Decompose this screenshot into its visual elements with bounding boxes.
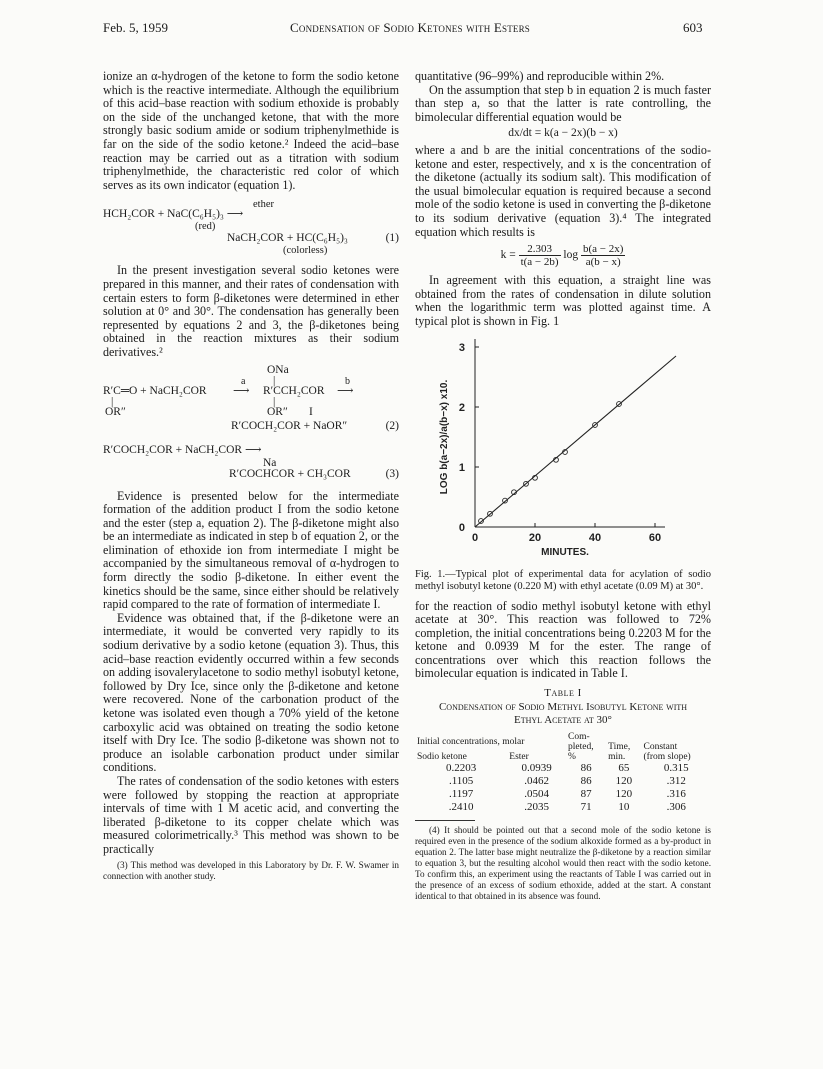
figure-1-chart: [415, 335, 711, 565]
differential-equation: dx/dt = k(a − 2x)(b − x): [508, 127, 618, 140]
right-paragraph-2: On the assumption that step b in equation 2 is much faster than step a, so that the latter is rate controlling, the bimolecular differential equation would be: [415, 82, 711, 124]
th-time: Time, min.: [608, 741, 631, 762]
x-tick-label: 0: [471, 531, 479, 544]
eq2-step-a: a: [241, 375, 246, 387]
left-paragraph-1: ionize an α-hydrogen of the ketone to form the sodio ketone which is the reactive intermediate. Although the equilibrium of this acid–base reaction with sodium ethoxide is probably on the side of the unchanged ketone, that with the more strongly basic sodium amide or sodium triphenylmethide is far on the side of the sodio ketone.² Indeed the acid–base reaction may be carried out as a titration with sodium triphenylmethide, the characteristic red color of which serves as its own indicator (equation 1).: [103, 69, 399, 192]
footnote-4: (4) It should be pointed out that a second mole of the sodio ketone is required even in the presence of the sodium alkoxide formed as a by-product in equation 2. The latter base might neutralize the β-diketone by a reaction similar to equation 3, but the resulting alcohol would then react with the sodio ketone. To confirm this, an experiment using the reactants of Table I was carried out in the presence of an excess of sodium ethoxide, added at the start. A constant identical to that obtained in its absence was found.: [415, 824, 711, 901]
table-title-line-1: Condensation of Sodio Methyl Isobutyl Ketone with: [438, 700, 688, 713]
figure-1-caption: Fig. 1.—Typical plot of experimental data for acylation of sodio methyl isobutyl ketone (0.220 M) with ethyl acetate (0.09 M) at 30°.: [415, 568, 711, 592]
th-initial-concentrations: Initial concentrations, molar: [417, 736, 525, 747]
eqk-fraction-2: [581, 243, 625, 268]
eq3-line1: R′COCH₂COR + NaCH₂COR ⟶: [103, 443, 262, 456]
table-cell: 87: [580, 787, 592, 800]
table-cell: 10: [618, 800, 630, 813]
y-tick-label: 1: [458, 461, 465, 474]
eq2-or-left: OR″: [105, 405, 126, 418]
right-paragraph-4: In agreement with this equation, a straight line was obtained from the rates of condensation in dilute solution when the logarithmic term was plotted against time. A typical plot is shown in Fig. 1: [415, 273, 711, 328]
table-cell: 0.0939: [521, 761, 552, 774]
equation-3: [103, 444, 399, 486]
table-row: [415, 762, 711, 775]
eqk-k: k =: [500, 249, 516, 262]
eq3-number: (3): [385, 467, 399, 480]
table-label: Table I: [544, 687, 582, 700]
eq2-mid: R′CCH₂COR: [263, 384, 325, 397]
table-cell: .0462: [524, 774, 550, 787]
table-cell: 86: [580, 774, 592, 787]
th-constant: Constant (from slope): [643, 741, 691, 762]
eqk-log: log: [563, 249, 579, 262]
eq1-number: (1): [385, 232, 399, 245]
x-axis-label: MINUTES.: [541, 546, 589, 558]
running-header: [0, 10, 823, 35]
equation-1: [103, 198, 399, 256]
table-cell: .316: [666, 787, 686, 800]
eq2-roman-i: I: [309, 405, 313, 418]
eq1-red: (red): [195, 221, 216, 233]
eq3-line2: R′COCHCOR + CH₃COR: [229, 467, 351, 480]
right-column: [415, 70, 711, 902]
table-cell: 86: [580, 761, 592, 774]
page-number: 603: [683, 20, 703, 35]
table-row: [415, 801, 711, 814]
integrated-equation: [415, 243, 711, 268]
table-1: [415, 732, 711, 814]
eq2-step-b: b: [345, 375, 350, 387]
eq1-reactants: HCH₂COR + NaC(C₆H₅)₃ ⟶: [103, 208, 244, 221]
eq3-na: Na: [263, 456, 277, 469]
table-cell: .2410: [448, 800, 474, 813]
figure-1: [415, 335, 711, 565]
eq2-bar-mid: |: [273, 395, 276, 408]
eq2-line3: R′COCH₂COR + NaOR″: [231, 419, 348, 432]
eq1-colorless: (colorless): [283, 245, 328, 257]
th-ester: Ester: [509, 751, 529, 762]
eqk-num1: 2.303: [519, 243, 561, 256]
eq2-number: (2): [385, 419, 399, 432]
table-cell: .306: [666, 800, 686, 813]
eqk-fraction-1: [519, 243, 561, 268]
y-tick-label: 2: [458, 401, 465, 414]
left-paragraph-2: In the present investigation several sodio ketones were prepared in this manner, and their rates of condensation with certain esters to form β-diketones were determined in ether solution at 0° and 30°. The condensation has generally been represented by equations 2 and 3, the β-diketones being obtained in the reaction mixtures as their sodium derivatives.²: [103, 263, 399, 359]
left-paragraph-5: The rates of condensation of the sodio ketones with esters were followed by stopping the reaction at appropriate intervals of time with 1 M acetic acid, and converting the liberated β-diketone to its copper chelate which was measured colorimetrically.³ This method was shown to be practically: [103, 773, 399, 856]
table-cell: .2035: [524, 800, 550, 813]
table-cell: 71: [580, 800, 592, 813]
table-cell: 0.315: [663, 761, 689, 774]
table-row: [415, 775, 711, 788]
footnote-rule: [415, 820, 475, 821]
x-tick-label: 40: [588, 531, 602, 544]
eq2-line1: R′C═O + NaCH₂COR: [103, 384, 207, 397]
right-paragraph-1: quantitative (96–99%) and reproducible within 2%.: [415, 69, 665, 83]
y-tick-label: 0: [458, 521, 465, 534]
table-row: [415, 788, 711, 801]
eqk-den1: t(a − 2b): [520, 256, 559, 269]
table-cell: .0504: [524, 787, 550, 800]
th-completed: Com- pleted, %: [568, 731, 594, 762]
eq2-arrow-b: ⟶: [337, 384, 354, 397]
table-title-line-2: Ethyl Acetate at 30°: [514, 714, 612, 727]
x-tick-label: 20: [528, 531, 542, 544]
left-paragraph-3: Evidence is presented below for the intermediate formation of the addition product I from the sodio ketone and the ester (step a, equation 2). The β-diketone might also be an intermediate as indicated in step b of equation 2, or the elimination of ethoxide ion from intermediate I might be accompanied by the simultaneous removal of α-hydrogen to form directly the sodio β-diketone. In either event the kinetics should be the same, since either should be relatively rapid compared to the rate of formation of intermediate I.: [103, 488, 399, 612]
right-paragraph-5: for the reaction of sodio methyl isobutyl ketone with ethyl acetate at 30°. This reaction was followed to 72% completion, the initial concentrations being 0.2203 M for the ketone and 0.0939 M for the ester. The range of concentrations over which this reaction follows the bimolecular equation is indicated in Table I.: [415, 598, 711, 681]
table-cell: .1197: [448, 787, 474, 800]
header-title: Condensation of Sodio Ketones with Esters: [290, 20, 531, 35]
table-cell: 0.2203: [446, 761, 477, 774]
eq2-or-mid: OR″: [267, 405, 288, 418]
table-cell: .1105: [448, 774, 474, 787]
eq2-bar-left: |: [111, 395, 114, 408]
table-cell: .312: [666, 774, 686, 787]
y-axis-label: LOG b(a−2x)/a(b−x) x10.: [439, 379, 450, 494]
footnote-3: (3) This method was developed in this Laboratory by Dr. F. W. Swamer in connection with another study.: [103, 859, 399, 881]
eqk-den2: a(b − x): [585, 256, 621, 269]
table-cell: 120: [615, 774, 633, 787]
left-column: [103, 70, 399, 882]
left-paragraph-4: Evidence was obtained that, if the β-diketone were an intermediate, it would be converted very rapidly to its sodium derivative by a sodio ketone (equation 3). Thus, this acid–base reaction evidently occurred within a few seconds on adding isovalerylacetone to sodio methyl isobutyl ketone, followed by Dry Ice, since only the β-diketone and ketone were recovered. None of the carbonation product of the ketone was isolated even though a 70% yield of the ketone carboxylic acid was obtained on treating the sodio ketone itself with Dry Ice. The sodio β-diketone was shown not to produce an isolable carbonation product under similar conditions.: [103, 610, 399, 775]
eqk-num2: b(a − 2x): [583, 243, 624, 256]
fit-line: [475, 356, 676, 527]
y-tick-label: 3: [458, 341, 465, 354]
eq1-ether: ether: [253, 199, 274, 211]
table-cell: 120: [615, 787, 633, 800]
right-paragraph-3: where a and b are the initial concentrations of the sodio-ketone and ester, respectively, and x is the concentration of the diketone (actually its sodium salt). This modification of the usual bimolecular equation is required because a second mole of the sodio ketone is used in converting the β-diketone to its sodium derivative (equation 3).⁴ The integrated equation which results is: [415, 142, 711, 239]
header-date: Feb. 5, 1959: [103, 20, 168, 35]
eq2-arrow-a: ⟶: [233, 384, 250, 397]
table-cell: 65: [618, 761, 630, 774]
x-tick-label: 60: [648, 531, 662, 544]
eq2-ona: ONa: [267, 363, 289, 376]
equation-2: [103, 364, 399, 440]
eq1-products: NaCH₂COR + HC(C₆H₅)₃: [227, 232, 348, 245]
th-sodio-ketone: Sodio ketone: [417, 751, 467, 762]
eq2-bar-top: |: [273, 374, 276, 387]
